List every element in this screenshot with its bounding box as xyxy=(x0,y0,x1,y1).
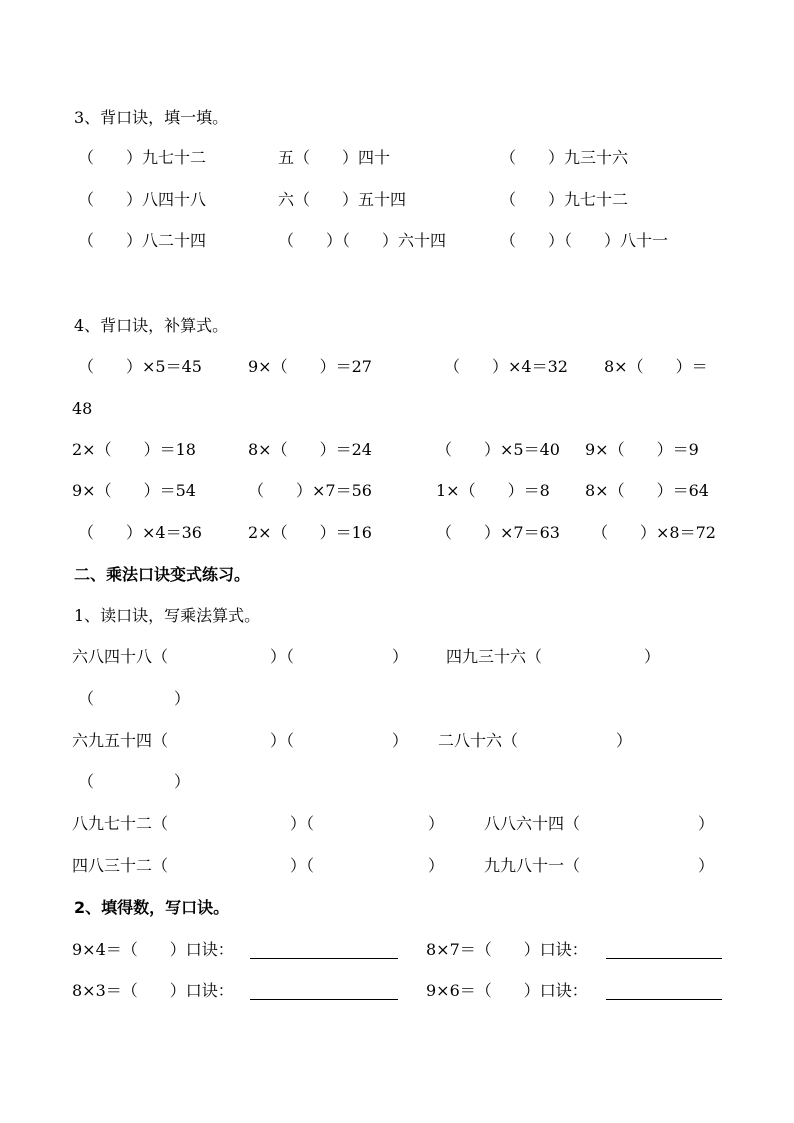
paren-close: ） xyxy=(644,647,661,666)
fill-item: （ ）九七十二 xyxy=(78,148,207,167)
fill-item: 六（ ）五十四 xyxy=(278,190,407,209)
paren-pair: ）（ xyxy=(290,814,315,833)
chant-text: 八八六十四（ xyxy=(484,814,581,833)
question-2-title: 2、填得数，写口诀。 xyxy=(74,898,230,917)
answer-blank[interactable] xyxy=(606,999,722,1000)
paren-close: ） xyxy=(174,772,191,791)
chant-text: 六八四十八（ xyxy=(72,647,169,666)
chant-text: 四九三十六（ xyxy=(446,647,543,666)
chant-text: 四八三十二（ xyxy=(72,856,169,875)
fill-item: 五（ ）四十 xyxy=(278,148,391,167)
equation-item: 9×（ ）＝9 xyxy=(585,440,699,459)
equation-item: （ ）×8＝72 xyxy=(592,523,716,542)
equation-item: 8×（ ）＝24 xyxy=(248,440,372,459)
product-item: 9×4＝（ ）口诀： xyxy=(72,940,234,959)
equation-item: 1×（ ）＝8 xyxy=(436,481,550,500)
equation-item: （ ）×7＝63 xyxy=(436,523,560,542)
paren-pair: ）（ xyxy=(290,856,315,875)
paren-close: ） xyxy=(616,731,633,750)
equation-item: 2×（ ）＝16 xyxy=(248,523,372,542)
equation-item: （ ）×5＝45 xyxy=(78,357,202,376)
equation-item: 2×（ ）＝18 xyxy=(72,440,196,459)
paren-open: （ xyxy=(78,772,95,791)
section-4-title: 4、背口诀，补算式。 xyxy=(74,316,229,335)
equation-item: （ ）×7＝56 xyxy=(248,481,372,500)
chant-text: 二八十六（ xyxy=(438,731,519,750)
fill-item: （ ）（ ）六十四 xyxy=(278,231,447,250)
paren-close: ） xyxy=(392,731,409,750)
product-item: 9×6＝（ ）口诀： xyxy=(426,981,588,1000)
equation-item: （ ）×5＝40 xyxy=(436,440,560,459)
paren-close: ） xyxy=(174,689,191,708)
product-item: 8×3＝（ ）口诀： xyxy=(72,981,234,1000)
paren-open: （ xyxy=(78,689,95,708)
paren-close: ） xyxy=(392,647,409,666)
product-item: 8×7＝（ ）口诀： xyxy=(426,940,588,959)
chant-text: 六九五十四（ xyxy=(72,731,169,750)
paren-pair: ）（ xyxy=(270,647,295,666)
equation-item: 8×（ ）＝ xyxy=(604,357,708,376)
answer-blank[interactable] xyxy=(606,958,722,959)
chant-text: 九九八十一（ xyxy=(484,856,581,875)
answer-blank[interactable] xyxy=(250,999,398,1000)
equation-wrap: 48 xyxy=(72,399,93,418)
chant-text: 八九七十二（ xyxy=(72,814,169,833)
section-3-title: 3、背口诀，填一填。 xyxy=(74,108,229,127)
fill-item: （ ）九三十六 xyxy=(500,148,629,167)
part-2-heading: 二、乘法口诀变式练习。 xyxy=(74,565,251,584)
fill-item: （ ）九七十二 xyxy=(500,190,629,209)
equation-item: （ ）×4＝32 xyxy=(444,357,568,376)
fill-item: （ ）八四十八 xyxy=(78,190,207,209)
equation-item: （ ）×4＝36 xyxy=(78,523,202,542)
fill-item: （ ）（ ）八十一 xyxy=(500,231,669,250)
paren-close: ） xyxy=(698,856,715,875)
equation-item: 9×（ ）＝27 xyxy=(248,357,372,376)
answer-blank[interactable] xyxy=(250,958,398,959)
equation-item: 9×（ ）＝54 xyxy=(72,481,196,500)
paren-close: ） xyxy=(698,814,715,833)
question-1-title: 1、读口诀，写乘法算式。 xyxy=(74,606,261,625)
paren-close: ） xyxy=(428,814,445,833)
paren-pair: ）（ xyxy=(270,731,295,750)
fill-item: （ ）八二十四 xyxy=(78,231,207,250)
paren-close: ） xyxy=(428,856,445,875)
equation-item: 8×（ ）＝64 xyxy=(585,481,709,500)
